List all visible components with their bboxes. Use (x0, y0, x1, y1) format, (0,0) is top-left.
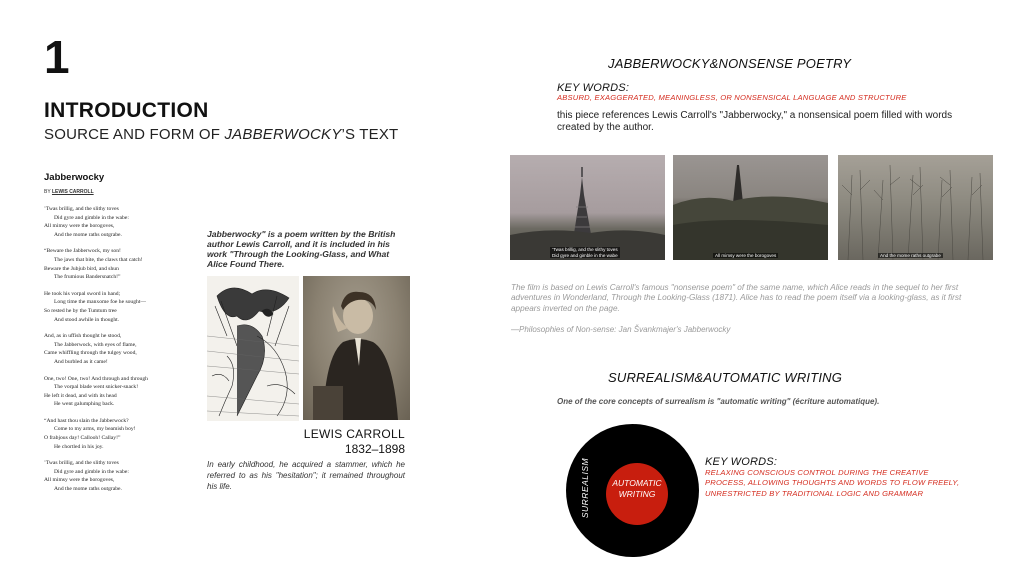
poem-line: And the mome raths outgrabe. (54, 231, 122, 238)
poem-line: He went galumphing back. (54, 401, 115, 408)
poem-line: He took his vorpal sword in hand; (44, 290, 121, 297)
poem-stanzas (44, 205, 204, 494)
poem-line: And stood awhile in thought. (54, 316, 120, 323)
poem-line: ’Twas brillig, and the slithy toves (44, 206, 119, 212)
lewis-carroll-portrait (303, 276, 410, 420)
poem-stanza (44, 375, 204, 409)
carroll-bio: In early childhood, he acquired a stammer, which he referred to as his "hesitation"; it remained throughout his life. (207, 460, 405, 492)
nonsense-keywords-label: KEY WORDS: (557, 82, 630, 94)
intro-title: INTRODUCTION (44, 99, 209, 122)
poem-line: Came whiffling through the tulgey wood, (44, 350, 137, 357)
poem-line: Did gyre and gimble in the wabe: (54, 214, 129, 221)
poem-line: “And hast thou slain the Jabberwock? (44, 417, 129, 424)
poem-stanza (44, 332, 204, 366)
film-frame-1 (510, 155, 665, 260)
subtitle-prefix: SOURCE AND FORM OF (44, 126, 225, 143)
nonsense-section-title: JABBERWOCKY&NONSENSE POETRY (608, 56, 852, 71)
poem-line: Beware the Jubjub bird, and shun (44, 265, 119, 272)
poem-line: Long time the manxome foe he sought— (54, 299, 146, 306)
poem-line: He chortled in his joy. (54, 443, 104, 450)
poem-line: The Jabberwock, with eyes of flame, (54, 341, 137, 348)
surrealism-keywords-label: KEY WORDS: (705, 456, 778, 468)
poem-line: And the mome raths outgrabe. (54, 486, 122, 493)
poem-line: All mimsy were the borogoves, (44, 477, 115, 484)
film-caption-2: All mimsy were the borogoves (715, 252, 777, 258)
poem-line: And burbled as it came! (54, 358, 108, 365)
film-quote: The film is based on Lewis Carroll's famous "nonsense poem" of the same name, which Alice reads in the sequel to her first adventures in Wonderland, Through the Looking-Glass (1871). Alice has to read the poem itself via a looking-glass, as it first appears inverted on the page. (511, 283, 962, 313)
intro-subtitle (44, 126, 398, 143)
poem-line: The vorpal blade went snicker-snack! (54, 384, 139, 391)
poem-line: The jaws that bite, the claws that catch! (54, 256, 143, 263)
poem-stanza (44, 459, 204, 493)
poem-stanza (44, 417, 204, 451)
poem-line: So rested he by the Tumtum tree (44, 307, 117, 314)
poem-block (44, 172, 204, 502)
subtitle-italic: JABBERWOCKY (224, 126, 342, 143)
film-caption-1: ’Twas brillig, and the slithy toves Did gyre and gimble in the wabe (552, 247, 618, 258)
poem-author-link[interactable]: LEWIS CARROLL (51, 189, 94, 195)
automatic-writing-label: AUTOMATIC WRITING (612, 478, 662, 499)
poem-line: Did gyre and gimble in the wabe: (54, 468, 129, 475)
jabberwock-illustration (207, 276, 299, 421)
subtitle-suffix: ’S TEXT (341, 126, 399, 143)
nonsense-description: this piece references Lewis Carroll's "Jabberwocky," a nonsensical poem filled with words created by the author. (557, 110, 953, 133)
poem-by-prefix: BY (44, 189, 52, 195)
carroll-name: LEWIS CARROLL (303, 427, 405, 441)
carroll-dates: 1832–1898 (344, 442, 405, 456)
poem-stanza (44, 205, 204, 239)
page-number: 1 (44, 31, 70, 83)
poem-byline (44, 189, 204, 195)
poem-stanza (44, 290, 204, 324)
surrealism-section-title: SURREALISM&AUTOMATIC WRITING (608, 370, 843, 385)
poem-description: Jabberwocky" is a poem written by the British author Lewis Carroll, and it is included in his work "Through the Looking-Glass, and What Alice Found There. (207, 229, 396, 270)
surrealism-circle-label: SURREALISM (580, 457, 590, 519)
film-frame-3 (838, 155, 993, 260)
surrealism-description: One of the core concepts of surrealism is "automatic writing" (écriture automatique). (557, 397, 880, 406)
surrealism-keywords: RELAXING CONSCIOUS CONTROL DURING THE CREATIVE PROCESS, ALLOWING THOUGHTS AND WORDS TO FLOW FREELY, UNRESTRICTED BY TRADITIONAL LOGIC AND GRAMMAR (705, 468, 960, 498)
poem-line: All mimsy were the borogoves, (44, 223, 115, 230)
poem-line: Come to my arms, my beamish boy! (54, 426, 136, 433)
film-frame-2 (673, 155, 828, 260)
poem-line: “Beware the Jabberwock, my son! (44, 248, 121, 255)
poem-line: ’Twas brillig, and the slithy toves (44, 460, 119, 467)
poem-title: Jabberwocky (44, 172, 105, 183)
nonsense-keywords: ABSURD, EXAGGERATED, MEANINGLESS, OR NONSENSICAL LANGUAGE AND STRUCTURE (557, 93, 907, 102)
poem-line: O frabjous day! Callooh! Callay!” (44, 435, 121, 442)
film-caption-3: And the mome raths outgrabe (880, 252, 941, 258)
poem-line: The frumious Bandersnatch!” (54, 274, 121, 281)
film-quote-source: —Philosophies of Non-sense: Jan Švankmajer's Jabberwocky (511, 325, 731, 334)
poem-line: One, two! One, two! And through and through (44, 375, 148, 382)
poem-line: And, as in uffish thought he stood, (44, 333, 122, 340)
poem-stanza (44, 247, 204, 281)
poem-line: He left it dead, and with its head (44, 392, 117, 399)
